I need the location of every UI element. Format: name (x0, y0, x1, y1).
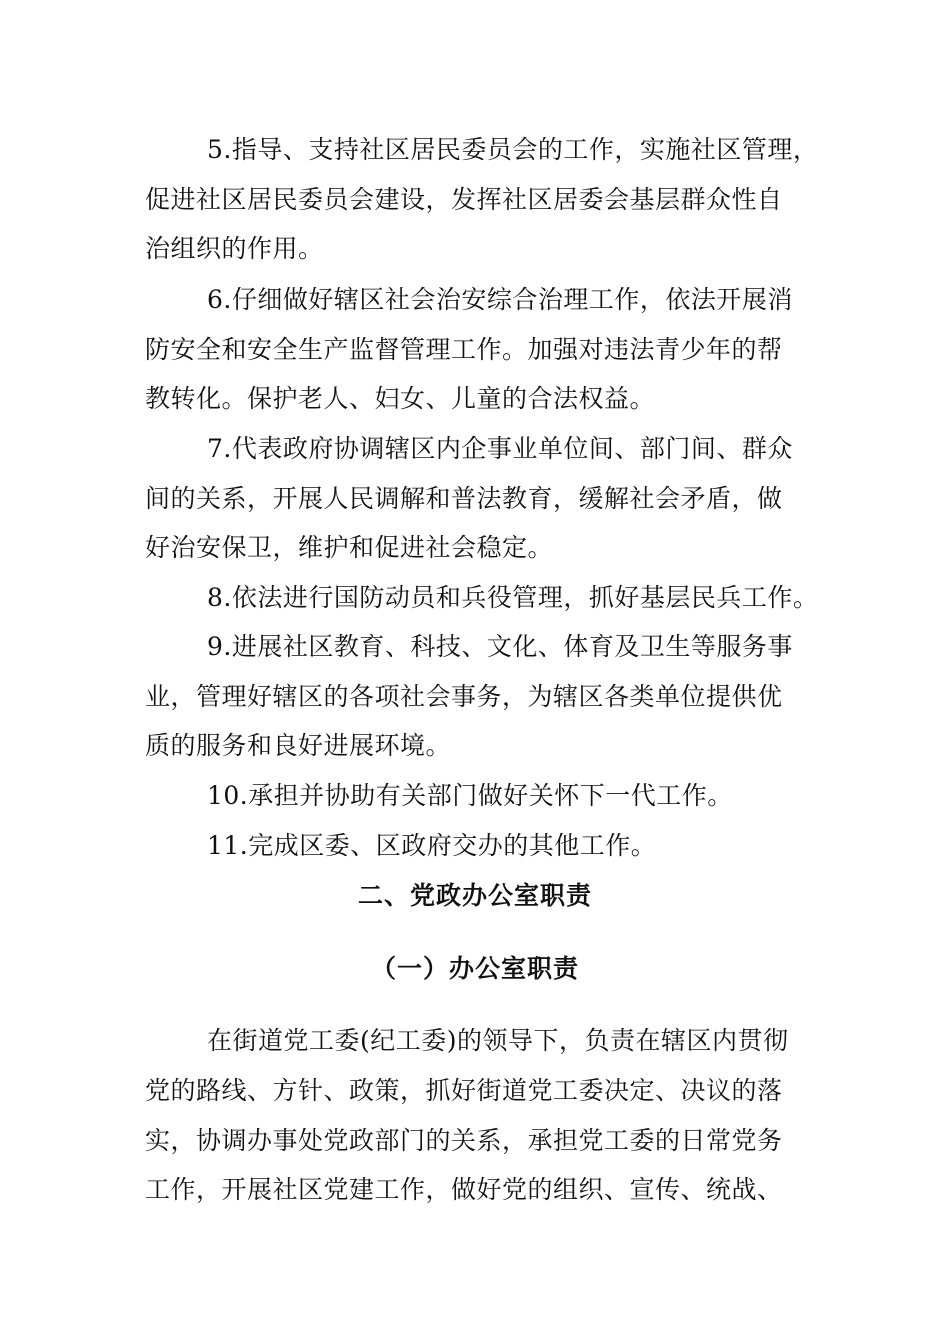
paragraph-7-line-1: 7.代表政府协调辖区内企事业单位间、部门间、群众 (207, 434, 793, 463)
office-duties-line-2: 党的路线、方针、政策，抓好街道党工委决定、决议的落 (145, 1076, 783, 1105)
paragraph-9-line-2: 业，管理好辖区的各项社会事务，为辖区各类单位提供优 (145, 682, 783, 711)
paragraph-6-line-3: 教转化。保护老人、妇女、儿童的合法权益。 (145, 384, 656, 413)
paragraph-11-line-1: 11.完成区委、区政府交办的其他工作。 (207, 831, 657, 860)
paragraph-7-line-2: 间的关系，开展人民调解和普法教育，缓解社会矛盾，做 (145, 484, 783, 513)
paragraph-9-line-3: 质的服务和良好进展环境。 (145, 731, 452, 760)
paragraph-6-line-2: 防安全和安全生产监督管理工作。加强对违法青少年的帮 (145, 335, 783, 364)
paragraph-6-line-1: 6.仔细做好辖区社会治安综合治理工作，依法开展消 (207, 285, 793, 314)
office-duties-line-1: 在街道党工委(纪工委)的领导下，负责在辖区内贯彻 (207, 1026, 789, 1055)
paragraph-5-line-2: 促进社区居民委员会建设，发挥社区居委会基层群众性自 (145, 185, 783, 214)
paragraph-5-line-1: 5.指导、支持社区居民委员会的工作，实施社区管理， (207, 135, 819, 164)
paragraph-8-line-1: 8.依法进行国防动员和兵役管理，抓好基层民兵工作。 (207, 583, 819, 612)
paragraph-5-line-3: 治组织的作用。 (145, 234, 324, 263)
section-heading: 二、党政办公室职责 (357, 881, 592, 910)
paragraph-7-line-3: 好治安保卫，维护和促进社会稳定。 (145, 533, 554, 562)
office-duties-line-3: 实，协调办事处党政部门的关系，承担党工委的日常党务 (145, 1126, 783, 1155)
office-duties-line-4: 工作，开展社区党建工作，做好党的组织、宣传、统战、 (145, 1175, 783, 1204)
subsection-heading: （一）办公室职责 (370, 954, 579, 983)
paragraph-10-line-1: 10.承担并协助有关部门做好关怀下一代工作。 (207, 781, 733, 810)
paragraph-9-line-1: 9.进展社区教育、科技、文化、体育及卫生等服务事 (207, 632, 793, 661)
